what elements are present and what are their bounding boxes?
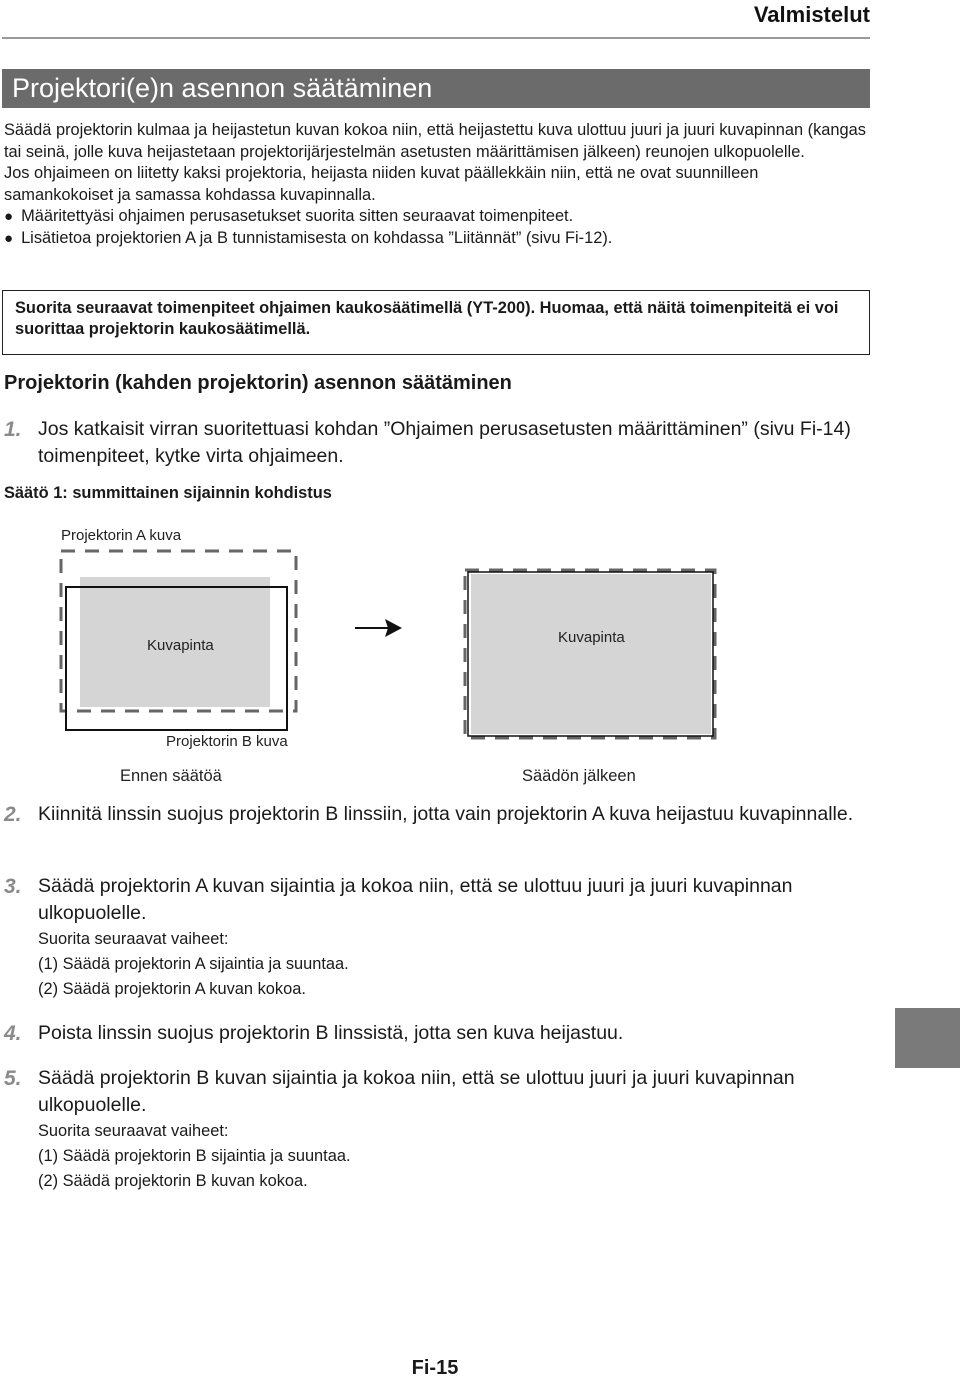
step-sub-item: (2) Säädä projektorin B kuvan kokoa. [38, 1172, 308, 1190]
alignment-diagram [0, 520, 960, 795]
intro-paragraph-1: Säädä projektorin kulmaa ja heijastetun kuvan kokoa niin, että heijastettu kuva ulottuu juuri ja juuri kuvapinnan (kangas tai seinä, jolle kuva heijastetaan projektorijärjestelmän asetusten määrittämisen jälkeen) reunojen ulkopuolelle. [4, 121, 866, 161]
step-4 [4, 1020, 870, 1047]
bullet-icon: ● [4, 208, 14, 225]
bullet-item: ● Lisätietoa projektorien A ja B tunnistamisesta on kohdassa ”Liitännät” (sivu Fi-12). [4, 228, 613, 247]
bullet-item: ● Määritettyäsi ohjaimen perusasetukset suorita sitten seuraavat toimenpiteet. [4, 207, 574, 225]
subheading: Projektorin (kahden projektorin) asennon säätäminen [4, 372, 512, 394]
step-number: 3. [4, 875, 22, 898]
header-rule [2, 37, 870, 39]
surface-after [471, 574, 711, 734]
diagram-svg [0, 520, 960, 795]
section-title: Projektori(e)n asennon säätäminen [2, 69, 870, 108]
step-text: Säädä projektorin B kuvan sijaintia ja kokoa niin, että se ulottuu juuri ja juuri kuvapinnan ulkopuolelle. [38, 1067, 795, 1116]
running-header: Valmistelut [753, 2, 870, 27]
step-number: 1. [4, 418, 22, 441]
surface-label-after: Kuvapinta [558, 629, 625, 646]
step-2 [4, 801, 870, 828]
step-text: Säädä projektorin A kuvan sijaintia ja kokoa niin, että se ulottuu juuri ja juuri kuvapinnan ulkopuolelle. [38, 875, 793, 924]
bullet-icon: ● [4, 229, 14, 247]
step-1 [4, 416, 870, 470]
step-sub-intro: Suorita seuraavat vaiheet: [38, 1122, 229, 1140]
intro-text [4, 120, 870, 249]
step-number: 4. [4, 1022, 22, 1045]
adjustment-heading: Säätö 1: summittainen sijainnin kohdistus [4, 484, 332, 502]
step-text: Poista linssin suojus projektorin B linssistä, jotta sen kuva heijastuu. [38, 1022, 624, 1044]
step-sub-item: (1) Säädä projektorin B sijaintia ja suuntaa. [38, 1147, 351, 1165]
surface-label-before: Kuvapinta [147, 637, 214, 654]
step-sub-item: (2) Säädä projektorin A kuvan kokoa. [38, 980, 306, 998]
step-number: 2. [4, 803, 22, 826]
intro-paragraph-2: Jos ohjaimeen on liitetty kaksi projektoria, heijasta niiden kuvat päällekkäin niin, että ne ovat suunnilleen samankokoiset ja samassa kohdassa kuvapinnalla. [4, 164, 759, 204]
page-number: Fi-15 [411, 1357, 459, 1379]
step-3 [4, 873, 870, 1002]
caption-after: Säädön jälkeen [522, 767, 636, 785]
step-sub-intro: Suorita seuraavat vaiheet: [38, 930, 229, 948]
arrow-icon [355, 619, 402, 637]
step-5 [4, 1065, 870, 1194]
label-projector-b: Projektorin B kuva [166, 733, 288, 750]
notice-box: Suorita seuraavat toimenpiteet ohjaimen kaukosäätimellä (YT-200). Huomaa, että näitä toimenpiteitä ei voi suorittaa projektorin kaukosäätimellä. [2, 290, 870, 355]
chapter-tab [895, 1008, 960, 1068]
step-text: Kiinnitä linssin suojus projektorin B linssiin, jotta vain projektorin A kuva heijastuu kuvapinnalle. [38, 803, 854, 825]
step-text: Jos katkaisit virran suoritettuasi kohdan ”Ohjaimen perusasetusten määrittäminen” (sivu Fi-14) toimenpiteet, kytke virta ohjaimeen. [38, 418, 851, 467]
label-projector-a: Projektorin A kuva [61, 527, 182, 544]
step-number: 5. [4, 1067, 22, 1090]
caption-before: Ennen säätöä [120, 767, 222, 785]
step-sub-item: (1) Säädä projektorin A sijaintia ja suuntaa. [38, 955, 349, 973]
